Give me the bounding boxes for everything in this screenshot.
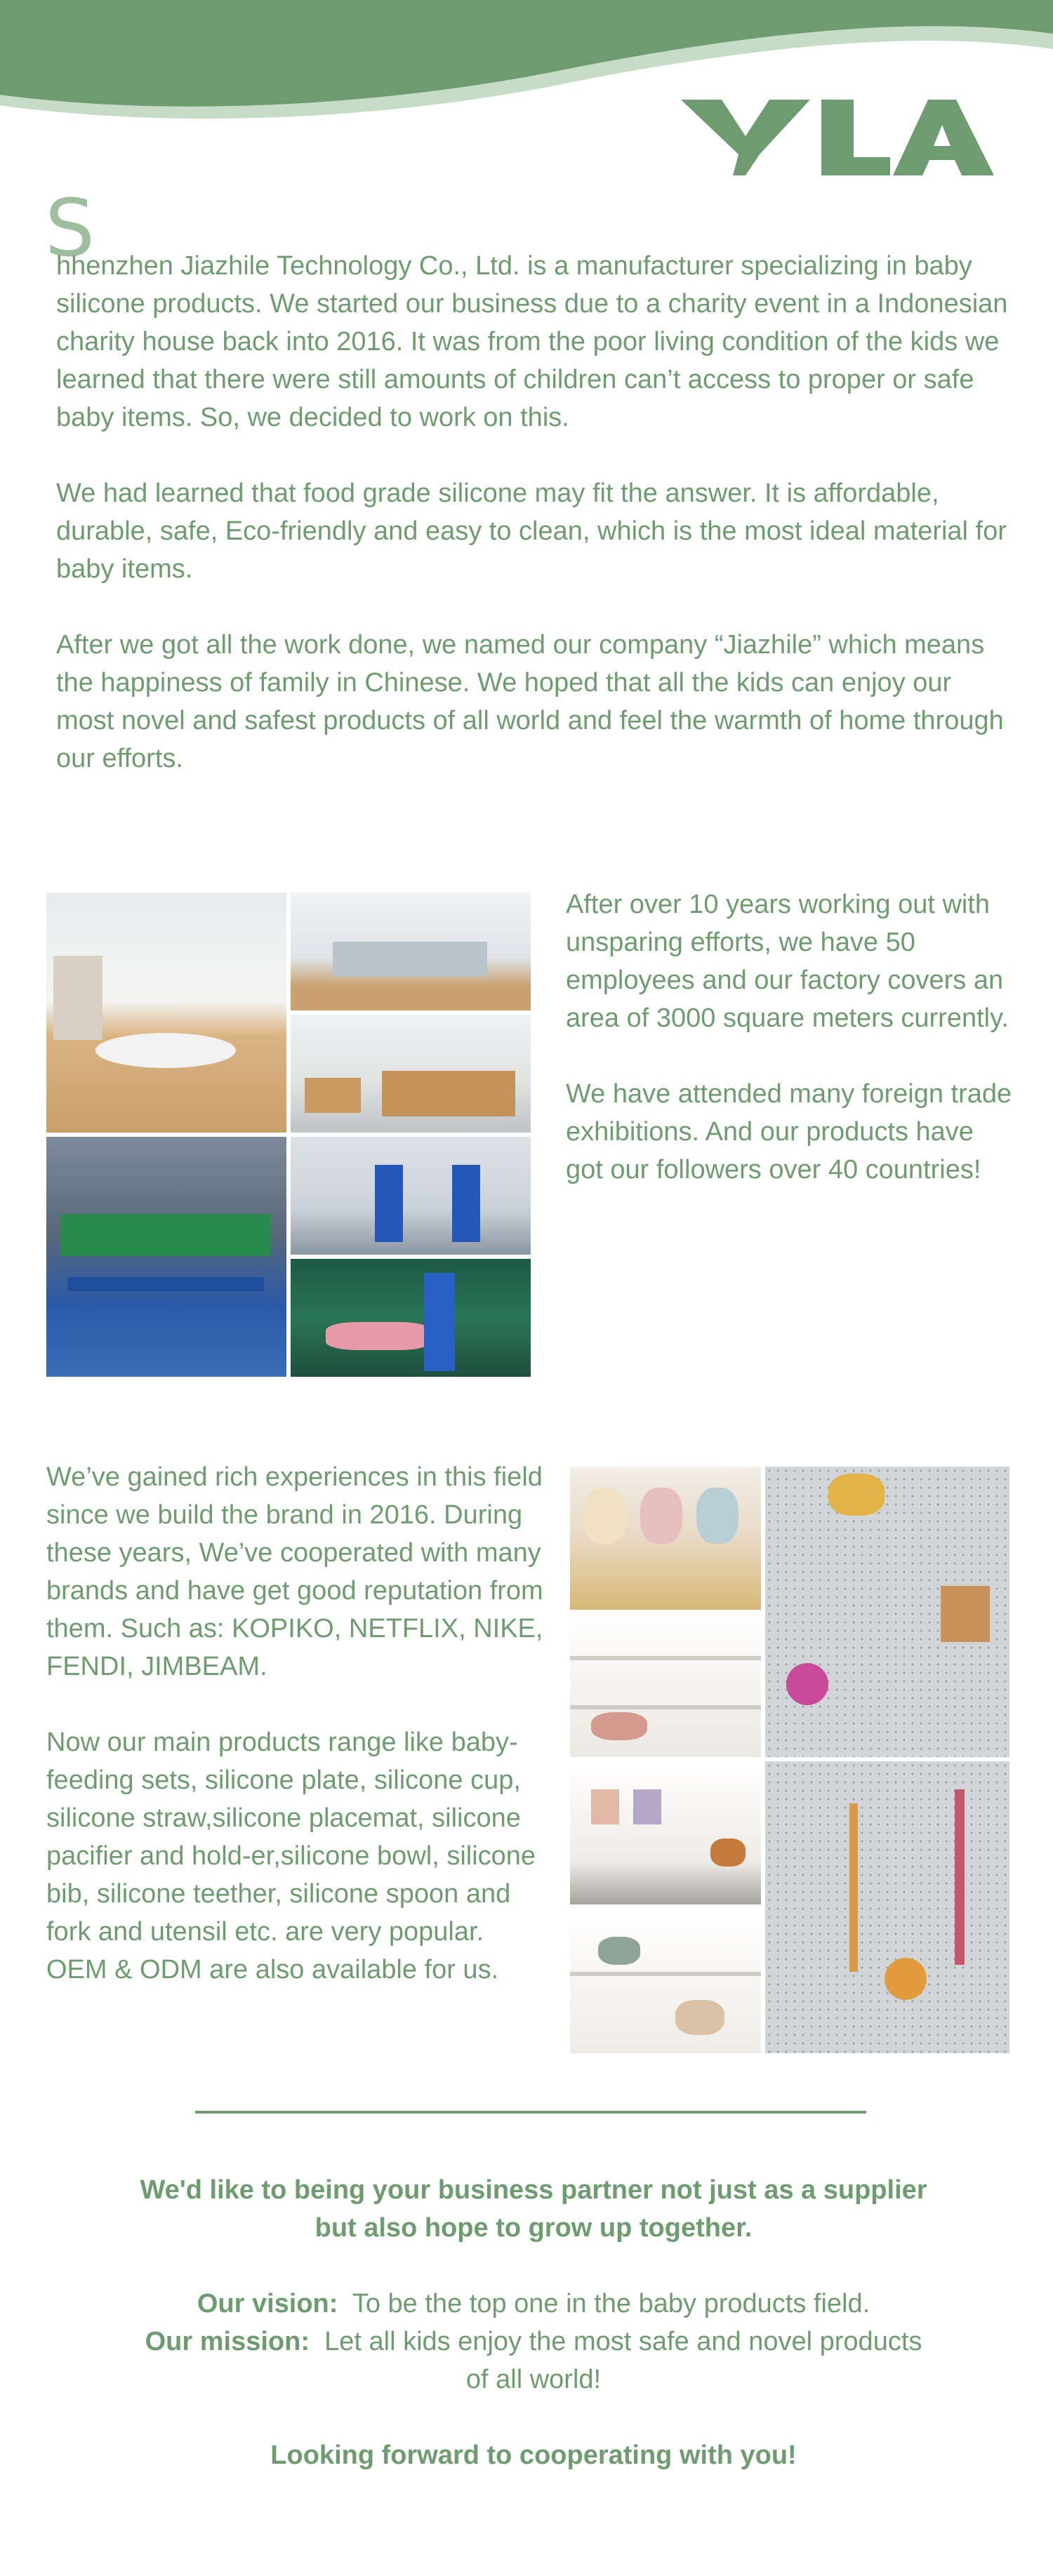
bowls-shelf-photo xyxy=(570,1909,761,2053)
factory-paragraph-1: After over 10 years working out with unsparing efforts, we have 50 employees and our factory covers an area of 3000 square meters currently. xyxy=(566,890,1009,1033)
brand-logo xyxy=(681,97,997,181)
products-info xyxy=(46,1458,552,2027)
section-divider xyxy=(195,2111,866,2114)
teether-wall-photo xyxy=(765,1761,1009,2053)
logo-text: YLA xyxy=(681,97,682,98)
partner-line-2: but also hope to grow up together. xyxy=(314,2213,753,2243)
partner-line-1: We'd like to being your business partner not just as a supplier xyxy=(140,2175,927,2205)
meeting-room-photo xyxy=(46,893,286,1133)
mission-line-2: of all world! xyxy=(465,2365,602,2394)
intro-paragraph-3: After we got all the work done, we named our company “Jiazhile” which means the happiness of family in Chinese. We hoped that all the kids can enjoy our most novel and safest products of all world and feel the warmth of home through our efforts. xyxy=(56,630,1004,773)
closing-section xyxy=(56,2171,1011,2474)
warehouse-photo xyxy=(291,1015,531,1133)
vision-text: To be the top one in the baby products field. xyxy=(352,2289,870,2318)
pacifier-wall-photo xyxy=(765,1467,1009,1757)
vision-line xyxy=(56,2285,1011,2323)
intro-paragraph-2: We had learned that food grade silicone may fit the answer. It is affordable, durable, safe, Eco-friendly and easy to clean, which is the most ideal material for baby items. xyxy=(56,479,1007,584)
products-paragraph-1: We’ve gained rich experiences in this field since we build the brand in 2016. During these years, We’ve cooperated with many brands and have get good reputation from them. Such as: KOPIKO, NETFLIX, NIKE, FENDI, JIMBEAM. xyxy=(46,1462,543,1681)
bibs-shelf-photo xyxy=(570,1467,761,1610)
factory-info xyxy=(566,886,1015,1227)
intro-paragraph-1: hhenzhen Jiazhile Technology Co., Ltd. is a manufacturer specializing in baby silicone products. We started our business due to a charity event in a Indonesian charity house back into 2016. It was from the poor living condition of the kids we learned that there were still amounts of children can’t access to proper or safe baby items. So, we decided to work on this. xyxy=(56,251,1008,432)
workers-photo xyxy=(291,1137,531,1255)
mission-label: Our mission: xyxy=(145,2327,310,2356)
office-photo xyxy=(291,893,531,1010)
drop-cap: S xyxy=(45,183,95,274)
cups-shelf-photo xyxy=(570,1761,761,1904)
products-paragraph-2: Now our main products range like baby-feeding sets, silicone plate, silicone cup, silicone straw,silicone placemat, silicone pacifier and hold-er,silicone bowl, silicone bib, silicone teether, silicone spoon and fork and utensil etc. are very popular. OEM & ODM are also available for us. xyxy=(46,1728,536,1984)
factory-paragraph-2: We have attended many foreign trade exhibitions. And our products have got our followers over 40 countries! xyxy=(566,1079,1012,1184)
mission-line xyxy=(56,2323,1011,2361)
intro-section xyxy=(56,247,1011,815)
vision-label: Our vision: xyxy=(197,2289,338,2318)
production-line-photo xyxy=(46,1137,286,1377)
factory-photo-grid xyxy=(46,893,531,1377)
closing-cta: Looking forward to cooperating with you! xyxy=(270,2441,797,2470)
plates-shelf-photo xyxy=(570,1614,761,1757)
mission-text: Let all kids enjoy the most safe and novel products xyxy=(324,2327,922,2356)
assembly-photo xyxy=(291,1259,531,1377)
product-photo-grid xyxy=(570,1467,1009,2053)
